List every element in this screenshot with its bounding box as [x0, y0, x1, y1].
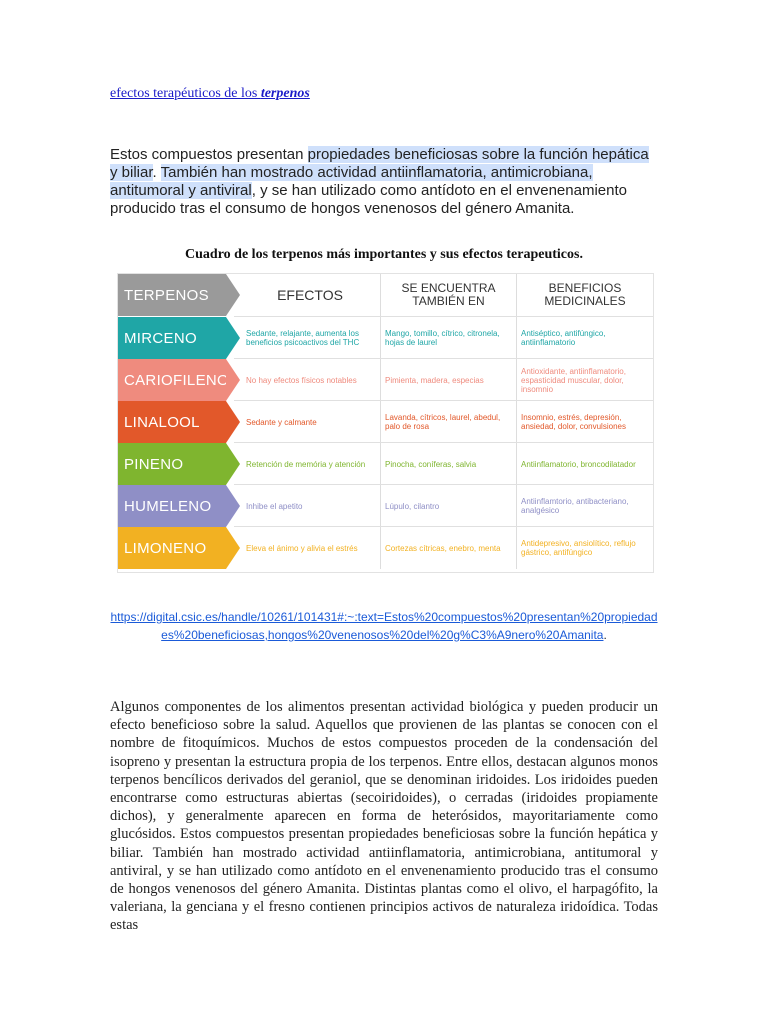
intro-text: , y se han utilizado como antídoto en el envenenamiento producido tras el consumo de hongos venenosos del género Amanita. [110, 182, 627, 217]
table-row [118, 527, 653, 569]
terpene-arrow [226, 317, 240, 359]
terpene-found-in: Cortezas cítricas, enebro, menta [380, 527, 516, 569]
header-beneficios: BENEFICIOS MEDICINALES [516, 274, 653, 316]
highlighted-text: propiedades beneficiosas sobre la función hepática y biliar [110, 146, 649, 181]
terpene-found-in: Pinocha, coníferas, salvia [380, 443, 516, 485]
intro-paragraph [110, 146, 650, 218]
highlighted-text: También han mostrado actividad antiinflamatoria, antimicrobiana, antitumoral y antiviral [110, 164, 593, 199]
intro-text: . [152, 164, 161, 181]
terpene-benefits: Antioxidante, antiinflamatorio, espasticidad muscular, dolor, insomnio [516, 359, 653, 401]
terpene-name: HUMELENO [118, 485, 226, 527]
terpene-effects: No hay efectos físicos notables [246, 375, 357, 385]
terpene-effects: Inhibe el apetito [246, 501, 303, 511]
intro-text: Estos compuestos presentan [110, 146, 308, 163]
terpene-found-in: Pimienta, madera, especias [380, 359, 516, 401]
table-row [118, 485, 653, 527]
header-se-encuentra: SE ENCUENTRA TAMBIÉN EN [380, 274, 516, 316]
terpene-benefits: Antiinflamtorio, antibacteriano, analgésico [516, 485, 653, 527]
terpene-benefits: Antiséptico, antifúngico, antiinflamatorio [516, 317, 653, 359]
terpene-name: LINALOOL [118, 401, 226, 443]
table-row [118, 443, 653, 485]
terpene-name: CARIOFILENO [118, 359, 226, 401]
terpene-arrow [226, 527, 240, 569]
header-efectos: EFECTOS [277, 286, 343, 303]
header-terpenos: TERPENOS [118, 274, 226, 316]
terpene-name: LIMONENO [118, 527, 226, 569]
terpene-arrow [226, 485, 240, 527]
heading-text: efectos terapéuticos de los [110, 86, 261, 101]
terpene-found-in: Lavanda, cítricos, laurel, abedul, palo de rosa [380, 401, 516, 443]
heading-bold-word: terpenos [260, 86, 310, 101]
heading-link[interactable] [110, 86, 310, 102]
table-row [118, 317, 653, 359]
header-arrow [226, 274, 240, 316]
terpene-benefits: Insomnio, estrés, depresión, ansiedad, dolor, convulsiones [516, 401, 653, 443]
terpene-benefits: Antidepresivo, ansiolítico, reflujo gástrico, antifúngico [516, 527, 653, 569]
terpene-arrow [226, 359, 240, 401]
body-paragraph: Algunos componentes de los alimentos presentan actividad biológica y pueden producir un efecto beneficioso sobre la salud. Aquellos que provienen de las plantas se conocen con el nombre de fitoquímicos. Muchos de estos compuestos proceden de la condensación del isopreno y presentan la estructura propia de los terpenos. Entre ellos, destacan algunos monos terpenos bencílicos derivados del geraniol, que se denominan iridoides. Los iridoides pueden encontrarse como estructuras abiertas (secoiridoides), o cerradas (iridoides propiamente dichos), y generalmente aparecen en forma de heterósidos, mayoritariamente como glucósidos. Estos compuestos presentan propiedades beneficiosas sobre la función hepática y biliar. También han mostrado actividad antiinflamatoria, antimicrobiana, antitumoral y antiviral, y se han utilizado como antídoto en el envenenamiento producido tras el consumo de hongos venenosos del género Amanita. Distintas plantas como el olivo, el harpagófito, la valeriana, la genciana y el fresno contienen principios activos de naturaleza iridoídica. Todas estas [110, 699, 658, 934]
terpene-effects: Sedante, relajante, aumenta los beneficios psicoactivos del THC [246, 329, 360, 347]
terpene-name: PINENO [118, 443, 226, 485]
table-header-row [118, 274, 653, 316]
table-caption: Cuadro de los terpenos más importantes y sus efectos terapeuticos. [185, 247, 583, 262]
table-row [118, 401, 653, 443]
terpene-effects: Eleva el ánimo y alivia el estrés [246, 543, 358, 553]
table-row [118, 359, 653, 401]
source-trailing: . [603, 628, 607, 642]
source-citation [110, 608, 658, 644]
terpene-effects: Retención de memória y atención [246, 459, 366, 469]
source-link[interactable]: https://digital.csic.es/handle/10261/101431#:~:text=Estos%20compuestos%20presentan%20propiedades%20beneficiosas,hongos%20venenosos%20del%20g%C3%A9nero%20Amanita [110, 610, 658, 642]
terpene-found-in: Mango, tomillo, cítrico, citronela, hojas de laurel [380, 317, 516, 359]
terpene-benefits: Antiinflamatorio, broncodilatador [516, 443, 653, 485]
terpene-found-in: Lúpulo, cilantro [380, 485, 516, 527]
terpene-arrow [226, 443, 240, 485]
terpene-name: MIRCENO [118, 317, 226, 359]
terpene-arrow [226, 401, 240, 443]
terpene-effects: Sedante y calmante [246, 417, 317, 427]
terpenes-table [117, 273, 654, 573]
